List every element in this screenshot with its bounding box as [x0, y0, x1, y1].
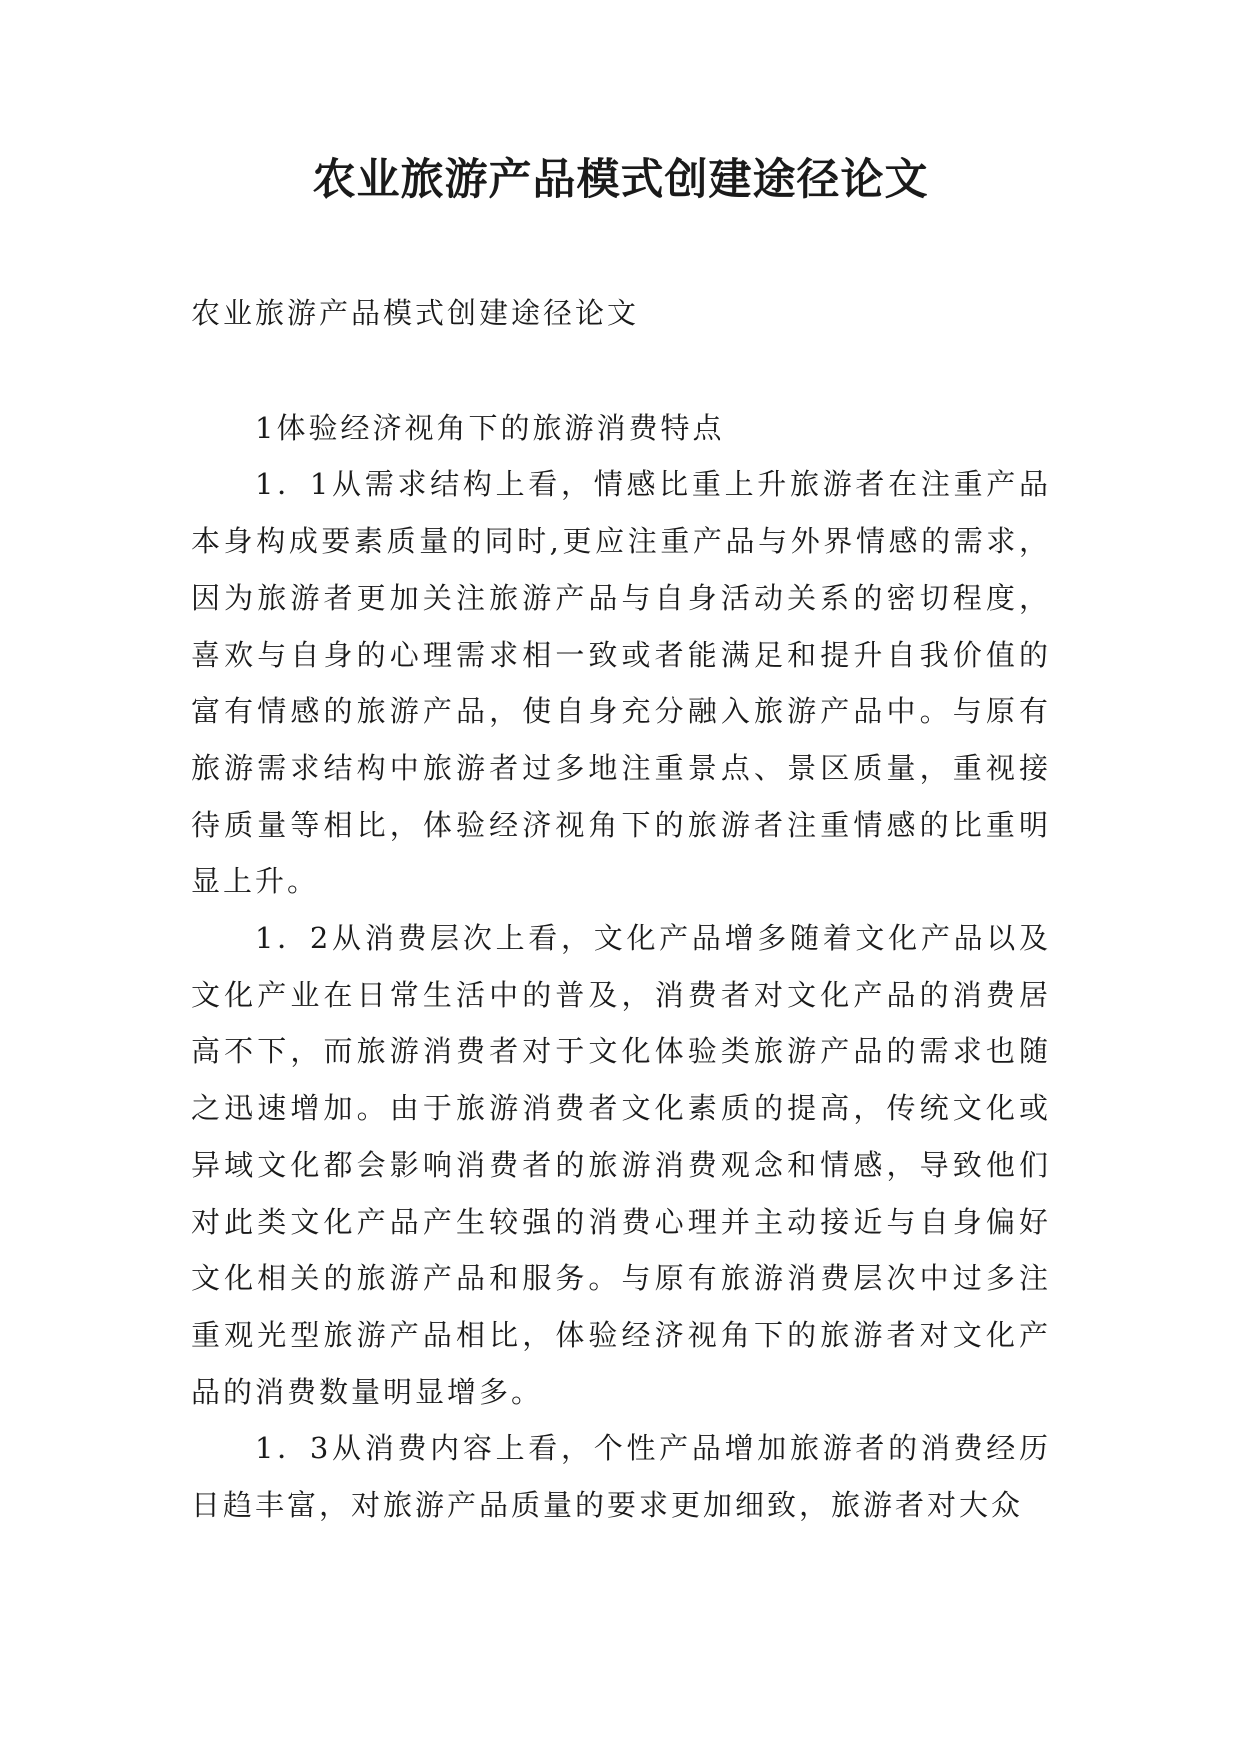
document-subtitle: 农业旅游产品模式创建途径论文	[191, 296, 640, 330]
document-title: 农业旅游产品模式创建途径论文	[312, 155, 929, 205]
paragraph: 1．1从需求结构上看，情感比重上升旅游者在注重产品本身构成要素质量的同时,更应注重产品与外界情感的需求，因为旅游者更加关注旅游产品与自身活动关系的密切程度，喜欢与自身的心理需求相一致或者能满足和提升自我价值的富有情感的旅游产品，使自身充分融入旅游产品中。与原有旅游需求结构中旅游者过多地注重景点、景区质量，重视接待质量等相比，体验经济视角下的旅游者注重情感的比重明显上升。	[191, 467, 1051, 899]
paragraph: 1．3从消费内容上看，个性产品增加旅游者的消费经历日趋丰富，对旅游产品质量的要求更加细致，旅游者对大众	[191, 1431, 1051, 1523]
document-body	[191, 285, 1051, 1534]
paragraph: 1．2从消费层次上看，文化产品增多随着文化产品以及文化产业在日常生活中的普及，消费者对文化产品的消费居高不下，而旅游消费者对于文化体验类旅游产品的需求也随之迅速增加。由于旅游消费者文化素质的提高，传统文化或异域文化都会影响消费者的旅游消费观念和情感，导致他们对此类文化产品产生较强的消费心理并主动接近与自身偏好文化相关的旅游产品和服务。与原有旅游消费层次中过多注重观光型旅游产品相比，体验经济视角下的旅游者对文化产品的消费数量明显增多。	[191, 921, 1051, 1409]
section-heading: 1体验经济视角下的旅游消费特点	[255, 410, 725, 445]
